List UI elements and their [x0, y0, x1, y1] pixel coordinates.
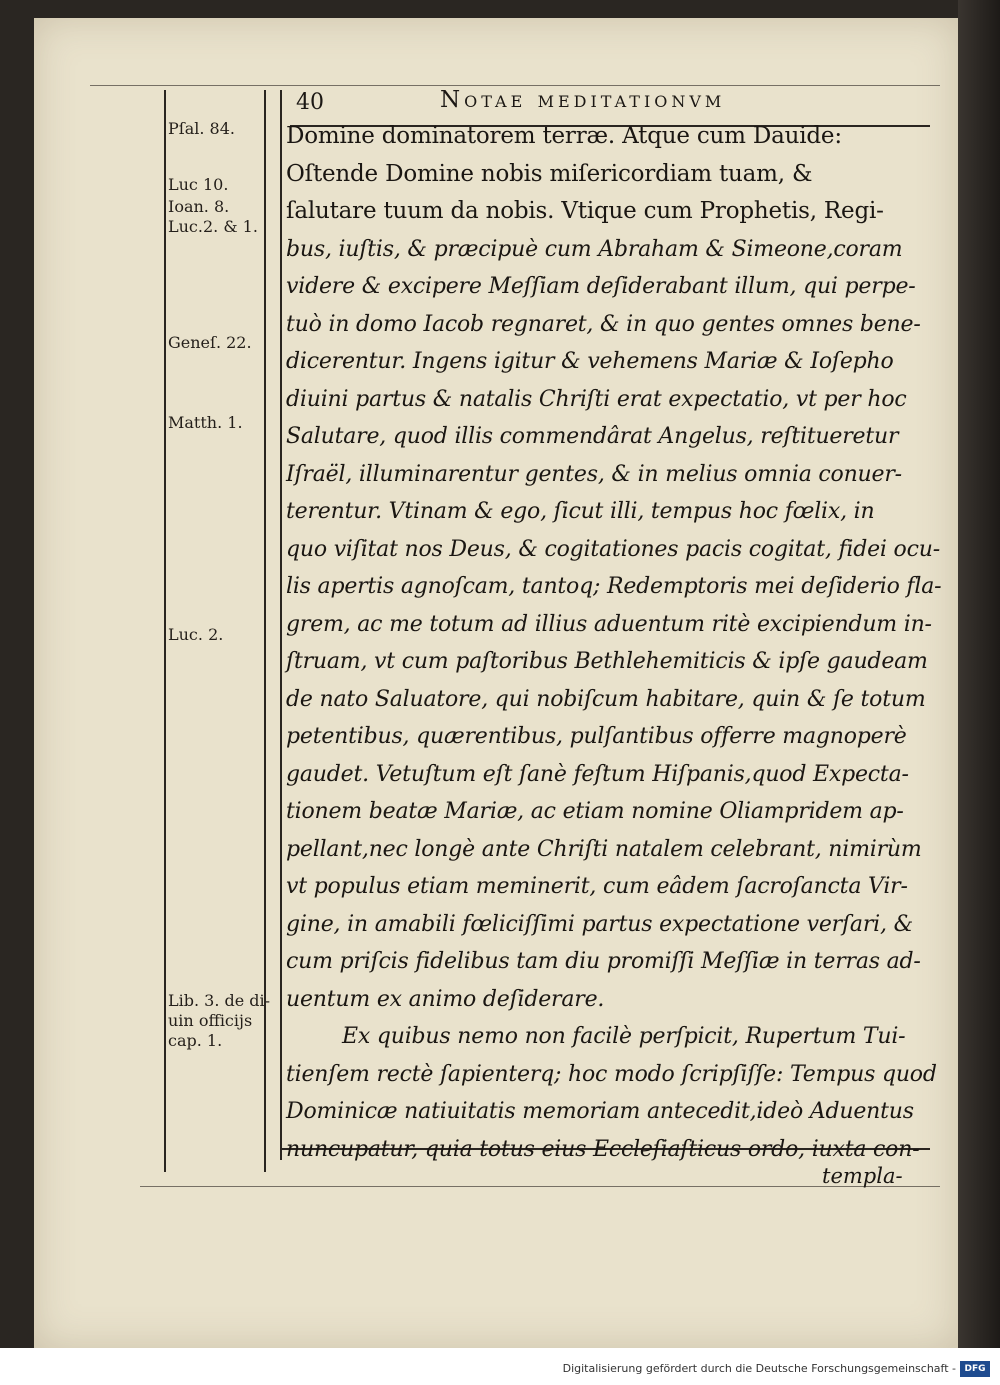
text-line: gaudet. Vetuſtum eſt ſanè feſtum Hiſpanis,quod Expecta- [286, 761, 909, 787]
text-rule-left [280, 90, 282, 1160]
text-line: uentum ex animo deſiderare. [286, 986, 605, 1012]
text-line: ſtruam, vt cum paſtoribus Bethlehemiticis & ipſe gaudeam [286, 649, 928, 674]
text-line: Iſraël, illuminarentur gentes, & in melius omnia conuer- [286, 461, 902, 487]
margin-note: uin officijs [168, 1011, 253, 1030]
margin-note: Lib. 3. de di- [168, 991, 271, 1010]
text-line: tionem beatæ Mariæ, ac etiam nomine Oliampridem ap- [286, 799, 904, 824]
text-line: vt populus etiam meminerit, cum eâdem ſacroſancta Vir- [286, 874, 908, 899]
margin-note: Luc.2. & 1. [168, 217, 258, 236]
margin-rule-left [164, 90, 166, 1172]
text-line: Oſtende Domine nobis miſericordiam tuam, & [286, 160, 813, 187]
foot-rule [140, 1186, 940, 1187]
margin-note: Pſal. 84. [168, 119, 235, 138]
text-line: gine, in amabili fœliciſſimi partus expectatione verſari, & [286, 911, 913, 937]
body-text [286, 118, 942, 1168]
text-line: Ex quibus nemo non facilè perſpicit, Rupertum Tui- [342, 1024, 906, 1049]
text-line: Salutare, quod illis commendârat Angelus, reſtitueretur [286, 424, 899, 449]
text-line: tuò in domo Iacob regnaret, & in quo gentes omnes bene- [286, 311, 921, 337]
text-line: grem, ac me totum ad illius aduentum ritè excipiendum in- [286, 611, 932, 637]
text-line: de nato Saluatore, qui nobiſcum habitare, quin & ſe totum [286, 686, 926, 712]
margin-note: Luc 10. [168, 175, 229, 194]
text-line: bus, iuſtis, & præcipuè cum Abraham & Simeone,coram [286, 236, 903, 262]
text-line: tienſem rectè ſapienterq; hoc modo ſcripſiſſe: Tempus quod [286, 1061, 937, 1087]
text-line: nuncupatur, quia totus eius Eccleſiaſticus ordo, iuxta con- [286, 1136, 920, 1162]
footer-credit: Digitalisierung gefördert durch die Deutsche Forschungsgemeinschaft - [562, 1362, 956, 1375]
page-number: 40 [296, 90, 324, 115]
text-line: petentibus, quærentibus, pulſantibus offerre magnoperè [286, 724, 907, 749]
margin-note: Matth. 1. [168, 413, 243, 432]
top-rule [90, 85, 940, 86]
text-line: Domine dominatorem terræ. Atque cum Dauide: [286, 123, 842, 149]
text-line: videre & excipere Meſſiam deſiderabant illum, qui perpe- [286, 274, 916, 299]
text-line: Dominicæ natiuitatis memoriam antecedit,ideò Aduentus [286, 1099, 914, 1124]
text-line: diuini partus & natalis Chriſti erat expectatio, vt per hoc [286, 386, 907, 412]
margin-note: cap. 1. [168, 1031, 223, 1050]
text-line: quo viſitat nos Deus, & cogitationes pacis cogitat, fidei ocu- [286, 536, 940, 562]
running-title: Notae meditationvm [440, 87, 726, 113]
margin-note: Luc. 2. [168, 625, 224, 644]
text-line: dicerentur. Ingens igitur & vehemens Mariæ & Ioſepho [286, 349, 894, 374]
text-line: pellant,nec longè ante Chriſti natalem celebrant, nimirùm [286, 836, 922, 862]
footer [0, 1348, 1000, 1385]
text-line: cum priſcis fidelibus tam diu promiſſi Meſſiæ in terras ad- [286, 949, 921, 974]
text-line: terentur. Vtinam & ego, ſicut illi, tempus hoc fœlix, in [286, 499, 875, 524]
text-line: lis apertis agnoſcam, tantoq; Redemptoris mei deſiderio fla- [286, 574, 942, 599]
margin-note: Geneſ. 22. [168, 333, 252, 352]
catchword: templa- [822, 1164, 903, 1188]
text-line: ſalutare tuum da nobis. Vtique cum Prophetis, Regi- [286, 198, 884, 224]
margin-note: Ioan. 8. [168, 197, 230, 216]
dfg-logo: DFG [960, 1361, 990, 1377]
book-edge [958, 0, 1000, 1385]
